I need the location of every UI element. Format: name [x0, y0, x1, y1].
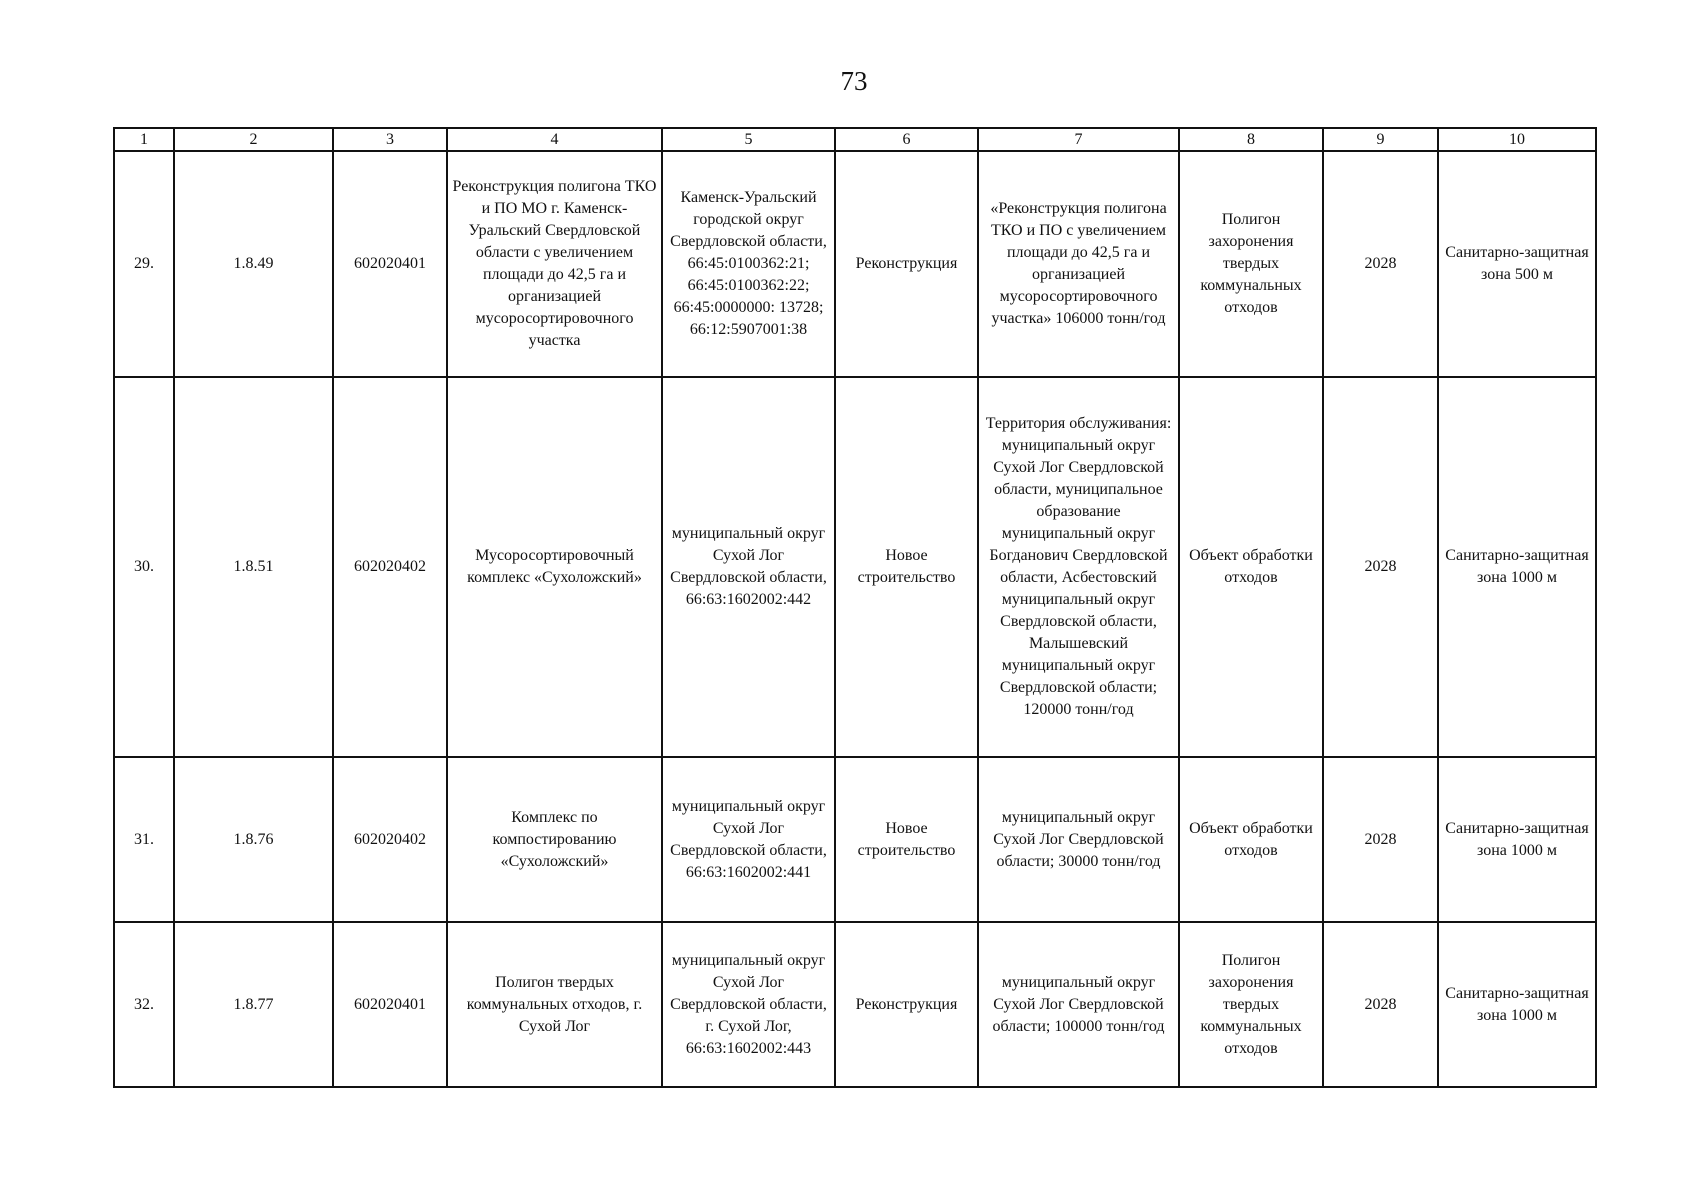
object-name: Полигон твердых коммунальных отходов, г. Сухой Лог	[447, 922, 662, 1087]
row-number: 30.	[114, 377, 174, 757]
object-kind-code: 602020401	[333, 151, 447, 377]
column-header: 2	[174, 128, 333, 151]
object-name: Комплекс по компостированию «Сухоложский»	[447, 757, 662, 922]
object-zone: Санитарно-защитная зона 500 м	[1438, 151, 1596, 377]
object-year: 2028	[1323, 151, 1438, 377]
object-code: 1.8.51	[174, 377, 333, 757]
column-header: 3	[333, 128, 447, 151]
row-number: 32.	[114, 922, 174, 1087]
object-characteristics: «Реконструкция полигона ТКО и ПО с увеличением площади до 42,5 га и организацией мусоросортировочного участка» 106000 тонн/год	[978, 151, 1179, 377]
object-location: муниципальный округ Сухой Лог Свердловской области, 66:63:1602002:442	[662, 377, 835, 757]
object-status: Новое строительство	[835, 377, 978, 757]
column-header: 6	[835, 128, 978, 151]
object-code: 1.8.49	[174, 151, 333, 377]
object-purpose: Объект обработки отходов	[1179, 757, 1323, 922]
object-name: Мусоросортировочный комплекс «Сухоложский»	[447, 377, 662, 757]
object-zone: Санитарно-защитная зона 1000 м	[1438, 757, 1596, 922]
column-header: 5	[662, 128, 835, 151]
column-header: 10	[1438, 128, 1596, 151]
table-row	[114, 377, 1596, 757]
object-kind-code: 602020401	[333, 922, 447, 1087]
table-row	[114, 151, 1596, 377]
column-header: 1	[114, 128, 174, 151]
row-number: 31.	[114, 757, 174, 922]
page-number: 73	[840, 66, 868, 96]
object-status: Реконструкция	[835, 151, 978, 377]
object-characteristics: муниципальный округ Сухой Лог Свердловской области; 30000 тонн/год	[978, 757, 1179, 922]
object-name: Реконструкция полигона ТКО и ПО МО г. Каменск-Уральский Свердловской области с увеличением площади до 42,5 га и организацией мусоросортировочного участка	[447, 151, 662, 377]
object-status: Реконструкция	[835, 922, 978, 1087]
object-purpose: Полигон захоронения твердых коммунальных отходов	[1179, 922, 1323, 1087]
column-header: 9	[1323, 128, 1438, 151]
row-number: 29.	[114, 151, 174, 377]
object-year: 2028	[1323, 922, 1438, 1087]
object-characteristics: Территория обслуживания: муниципальный округ Сухой Лог Свердловской области, муниципальное образование муниципальный округ Богданович Свердловской области, Асбестовский муниципальный округ Свердловской области, Малышевский муниципальный округ Свердловской области; 120000 тонн/год	[978, 377, 1179, 757]
column-header: 8	[1179, 128, 1323, 151]
object-location: муниципальный округ Сухой Лог Свердловской области, 66:63:1602002:441	[662, 757, 835, 922]
column-header: 4	[447, 128, 662, 151]
object-status: Новое строительство	[835, 757, 978, 922]
table-row	[114, 757, 1596, 922]
object-purpose: Объект обработки отходов	[1179, 377, 1323, 757]
object-year: 2028	[1323, 377, 1438, 757]
object-code: 1.8.76	[174, 757, 333, 922]
object-kind-code: 602020402	[333, 377, 447, 757]
column-header: 7	[978, 128, 1179, 151]
object-location: Каменск-Уральский городской округ Свердловской области, 66:45:0100362:21; 66:45:0100362:22; 66:45:0000000: 13728; 66:12:5907001:38	[662, 151, 835, 377]
column-numbers-row	[114, 128, 1596, 151]
object-kind-code: 602020402	[333, 757, 447, 922]
object-characteristics: муниципальный округ Сухой Лог Свердловской области; 100000 тонн/год	[978, 922, 1179, 1087]
object-year: 2028	[1323, 757, 1438, 922]
table-row	[114, 922, 1596, 1087]
object-zone: Санитарно-защитная зона 1000 м	[1438, 922, 1596, 1087]
object-code: 1.8.77	[174, 922, 333, 1087]
objects-table	[113, 127, 1597, 1088]
object-zone: Санитарно-защитная зона 1000 м	[1438, 377, 1596, 757]
object-purpose: Полигон захоронения твердых коммунальных отходов	[1179, 151, 1323, 377]
object-location: муниципальный округ Сухой Лог Свердловской области, г. Сухой Лог, 66:63:1602002:443	[662, 922, 835, 1087]
